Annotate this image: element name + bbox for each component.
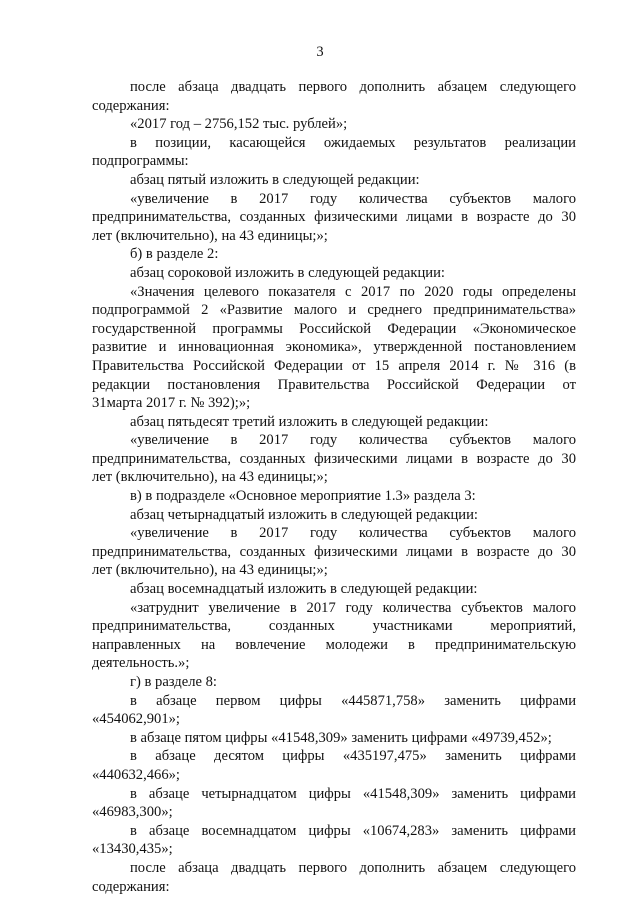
paragraph — [92, 413, 576, 432]
page-number: 3 — [316, 44, 324, 60]
paragraph-line: б) в разделе 2: — [130, 246, 219, 263]
paragraph — [92, 785, 576, 822]
paragraph-line: после абзаца двадцать первого дополнить абзацем следующего — [130, 79, 576, 95]
paragraph-line: деятельность.»; — [92, 655, 190, 672]
paragraph-line: предпринимательства, созданных физическими лицами в возрасте до 30 — [92, 450, 576, 467]
paragraph-line: 31марта 2017 г. № 392);»; — [92, 395, 251, 412]
paragraph-line: предпринимательства, созданных участниками мероприятий, — [92, 618, 576, 635]
paragraph-line: абзац восемнадцатый изложить в следующей редакции: — [130, 581, 478, 598]
paragraph-line: абзац пятьдесят третий изложить в следующей редакции: — [130, 413, 489, 430]
paragraph — [92, 283, 576, 413]
paragraph-line: «454062,901»; — [92, 711, 180, 728]
paragraph-line: лет (включительно), на 43 единицы;»; — [92, 562, 328, 579]
paragraph-line: «увеличение в 2017 году количества субъектов малого — [130, 432, 576, 449]
paragraph-line: в абзаце четырнадцатом цифры «41548,309» заменить цифрами — [130, 785, 576, 802]
paragraph — [92, 692, 576, 729]
paragraph — [92, 524, 576, 580]
paragraph-line: Правительства Российской Федерации от 15 апреля 2014 г. № 316 (в — [92, 357, 576, 374]
paragraph-line: в абзаце пятом цифры «41548,309» заменить цифрами «49739,452»; — [130, 729, 552, 746]
paragraph — [92, 506, 576, 525]
paragraph — [92, 115, 576, 134]
paragraph — [92, 171, 576, 190]
paragraph — [92, 729, 576, 748]
paragraph — [92, 599, 576, 673]
paragraph-line: в абзаце восемнадцатом цифры «10674,283» заменить цифрами — [130, 822, 576, 839]
paragraph-line: предпринимательства, созданных физическими лицами в возрасте до 30 — [92, 543, 576, 560]
paragraph-line: государственной программы Российской Федерации «Экономическое — [92, 320, 576, 337]
paragraph — [92, 487, 576, 506]
paragraph-line: подпрограммой 2 «Развитие малого и среднего предпринимательства» — [92, 302, 576, 319]
paragraph-line: предпринимательства, созданных физическими лицами в возрасте до 30 — [92, 209, 576, 226]
paragraph-line: «46983,300»; — [92, 804, 173, 821]
paragraph-line: после абзаца двадцать первого дополнить абзацем следующего — [130, 859, 576, 876]
paragraph-line: лет (включительно), на 43 единицы;»; — [92, 469, 328, 486]
paragraph-line: направленных на вовлечение молодежи в предпринимательскую — [92, 636, 576, 653]
paragraph — [92, 580, 576, 599]
paragraph — [92, 190, 576, 246]
document-body — [92, 78, 576, 896]
paragraph-line: «увеличение в 2017 году количества субъектов малого — [130, 525, 576, 542]
paragraph — [92, 245, 576, 264]
paragraph — [92, 747, 576, 784]
paragraph-line: абзац сороковой изложить в следующей редакции: — [130, 264, 445, 281]
paragraph-line: «затруднит увеличение в 2017 году количества субъектов малого — [130, 599, 576, 616]
paragraph — [92, 822, 576, 859]
paragraph-line: развитие и инновационная экономика», утвержденной постановлением — [92, 339, 576, 356]
paragraph-line: в позиции, касающейся ожидаемых результатов реализации — [130, 134, 576, 151]
paragraph-line: «440632,466»; — [92, 766, 180, 783]
paragraph-line: абзац пятый изложить в следующей редакции: — [130, 171, 420, 188]
paragraph — [92, 78, 576, 115]
paragraph — [92, 134, 576, 171]
paragraph-line: содержания: — [92, 878, 170, 895]
paragraph-line: подпрограммы: — [92, 153, 189, 170]
paragraph-line: «увеличение в 2017 году количества субъектов малого — [130, 190, 576, 207]
paragraph-line: «Значения целевого показателя с 2017 по 2020 годы определены — [130, 283, 576, 300]
paragraph — [92, 264, 576, 283]
paragraph-line: лет (включительно), на 43 единицы;»; — [92, 227, 328, 244]
paragraph-line: содержания: — [92, 97, 170, 114]
paragraph-line: абзац четырнадцатый изложить в следующей редакции: — [130, 506, 478, 523]
paragraph-line: редакции постановления Правительства Российской Федерации от — [92, 376, 576, 393]
paragraph — [92, 431, 576, 487]
paragraph-line: в) в подразделе «Основное мероприятие 1.3» раздела 3: — [130, 488, 476, 505]
paragraph — [92, 673, 576, 692]
paragraph-line: в абзаце десятом цифры «435197,475» заменить цифрами — [130, 748, 576, 765]
paragraph-line: «2017 год – 2756,152 тыс. рублей»; — [130, 116, 348, 133]
paragraph-line: г) в разделе 8: — [130, 674, 217, 690]
paragraph — [92, 859, 576, 896]
paragraph-line: «13430,435»; — [92, 841, 173, 858]
paragraph-line: в абзаце первом цифры «445871,758» заменить цифрами — [130, 692, 576, 709]
